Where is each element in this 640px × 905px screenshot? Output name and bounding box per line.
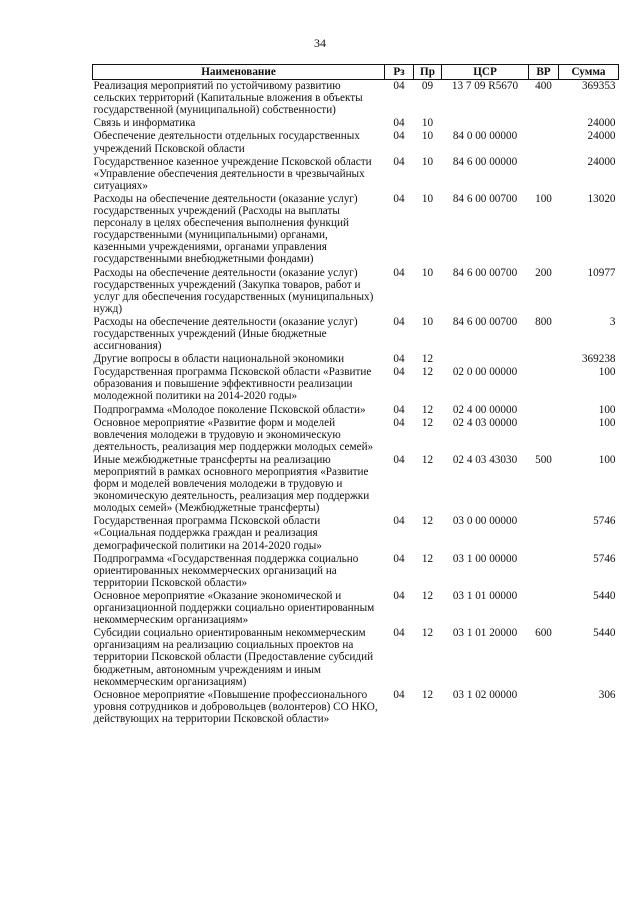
cell-sum: 3 — [609, 315, 616, 328]
cell-vr: 600 — [535, 627, 552, 640]
cell-rz: 04 — [393, 117, 405, 130]
cell-pr: 09 — [421, 80, 434, 93]
cell-rz: 04 — [393, 416, 405, 429]
table-row — [93, 130, 619, 155]
cell-pr: 12 — [421, 416, 434, 429]
cell-name: Другие вопросы в области национальной экономики — [93, 353, 345, 366]
cell-csr: 03 1 01 20000 — [452, 627, 518, 640]
cell-pr: 10 — [421, 117, 434, 130]
cell-vr — [529, 117, 559, 130]
cell-rz: 04 — [393, 80, 405, 93]
cell-rz: 04 — [393, 515, 405, 528]
cell-pr: 12 — [421, 627, 434, 640]
cell-name: Реализация мероприятий по устойчивому развитию сельских территорий (Капитальные вложения в объекты государственной (муниципальной) собственности) — [93, 80, 363, 117]
cell-sum: 5440 — [593, 589, 616, 602]
cell-csr: 02 4 03 43030 — [452, 453, 518, 466]
cell-name: Субсидии социально ориентированным некоммерческим организациям на реализацию социальных проектов на территории Псковской области (Предоставление субсидий бюджетным, автономным учреждениям и иным некоммерческим организациям) — [93, 627, 374, 688]
cell-pr: 10 — [421, 315, 434, 328]
cell-vr: 500 — [535, 453, 552, 466]
cell-rz: 04 — [393, 403, 405, 416]
page-number: 34 — [314, 36, 326, 50]
cell-sum: 5746 — [593, 515, 616, 528]
cell-vr — [529, 366, 559, 403]
cell-csr — [442, 117, 529, 130]
cell-name: Обеспечение деятельности отдельных государственных учреждений Псковской области — [93, 130, 360, 155]
table-body — [93, 80, 619, 726]
cell-vr: 100 — [535, 192, 552, 205]
cell-name: Расходы на обеспечение деятельности (оказание услуг) государственных учреждений (Иные бюджетные ассигнования) — [93, 315, 358, 353]
table-row — [93, 689, 619, 726]
table-row — [93, 454, 619, 515]
cell-csr: 03 1 01 00000 — [452, 589, 518, 602]
table-row — [93, 590, 619, 627]
table-row — [93, 553, 619, 590]
cell-sum: 10977 — [587, 266, 616, 279]
cell-csr: 84 6 00 00700 — [452, 266, 518, 279]
cell-csr: 84 6 00 00000 — [452, 155, 518, 168]
cell-pr: 12 — [421, 366, 434, 379]
cell-name: Иные межбюджетные трансферты на реализацию мероприятий в рамках основного мероприятия «Развитие форм и моделей вовлечения молодежи в трудовую и экономическую деятельность, реализация мер поддержки молодых семей» (Межбюджетные трансферты) — [93, 453, 370, 515]
header-sum: Сумма — [559, 65, 619, 80]
cell-rz: 04 — [393, 130, 405, 143]
cell-pr: 12 — [421, 552, 434, 565]
cell-name: Государственная программа Псковской области «Развитие образования и повышение эффективности реализации молодежной политики на 2014-2020 годы» — [93, 366, 372, 403]
cell-pr: 12 — [421, 403, 434, 416]
cell-sum: 100 — [598, 366, 616, 379]
cell-rz: 04 — [393, 315, 405, 328]
table-row — [93, 316, 619, 353]
cell-vr — [529, 353, 559, 366]
cell-name: Государственное казенное учреждение Псковской области «Управление обеспечения деятельности в чрезвычайных ситуациях» — [93, 155, 372, 192]
cell-rz: 04 — [393, 552, 405, 565]
cell-sum: 306 — [598, 688, 616, 701]
cell-vr — [529, 404, 559, 417]
header-name: Наименование — [93, 65, 385, 80]
cell-name: Основное мероприятие «Оказание экономической и организационной поддержки социально ориентированным некоммерческим организациям» — [93, 589, 375, 627]
cell-vr: 400 — [535, 80, 552, 93]
cell-vr — [529, 590, 559, 627]
cell-sum: 100 — [598, 403, 616, 416]
cell-vr — [529, 689, 559, 726]
header-csr: ЦСР — [442, 65, 529, 80]
table-row — [93, 417, 619, 454]
cell-csr: 02 4 03 00000 — [452, 416, 518, 429]
cell-csr: 13 7 09 R5670 — [451, 80, 519, 93]
cell-vr: 800 — [535, 315, 552, 328]
cell-csr — [442, 353, 529, 366]
cell-rz: 04 — [393, 453, 405, 466]
cell-rz: 04 — [393, 155, 405, 168]
cell-rz: 04 — [393, 589, 405, 602]
cell-vr — [529, 553, 559, 590]
cell-name: Основное мероприятие «Повышение профессионального уровня сотрудников и добровольцев (волонтеров) СО НКО, действующих на территории Псковской области» — [93, 688, 378, 725]
cell-name: Связь и информатика — [93, 117, 196, 130]
cell-sum: 13020 — [587, 192, 616, 205]
cell-pr: 10 — [421, 266, 434, 279]
cell-sum: 24000 — [587, 130, 616, 143]
cell-rz: 04 — [393, 266, 405, 279]
cell-rz: 04 — [393, 353, 405, 366]
cell-csr: 03 1 02 00000 — [452, 688, 518, 701]
cell-vr — [529, 156, 559, 193]
cell-csr: 84 6 00 00700 — [452, 192, 518, 205]
cell-name: Государственная программа Псковской области «Социальная поддержка граждан и реализация демографической политики на 2014-2020 годы» — [93, 515, 322, 552]
header-rz: Рз — [385, 65, 414, 80]
cell-name: Подпрограмма «Государственная поддержка социально ориентированных некоммерческих организаций на территории Псковской области» — [93, 552, 359, 589]
cell-csr: 02 4 00 00000 — [452, 403, 518, 416]
table-row — [93, 193, 619, 267]
cell-vr — [529, 130, 559, 155]
cell-pr: 12 — [421, 353, 434, 366]
cell-csr: 03 0 00 00000 — [452, 515, 518, 528]
cell-pr: 10 — [421, 192, 434, 205]
cell-rz: 04 — [393, 192, 405, 205]
cell-sum: 369353 — [581, 80, 616, 93]
cell-sum: 100 — [598, 416, 616, 429]
budget-table — [92, 64, 619, 726]
cell-pr: 12 — [421, 589, 434, 602]
table-row — [93, 515, 619, 552]
cell-name: Подпрограмма «Молодое поколение Псковской области» — [93, 403, 366, 416]
table-header-row — [93, 65, 619, 80]
cell-sum: 24000 — [587, 117, 616, 130]
cell-name: Расходы на обеспечение деятельности (оказание услуг) государственных учреждений (Расходы на выплаты персоналу в целях обеспечения выполнения функций государственными (муниципальными) органами, казенными учреждениями, органами управления государственными внебюджетными фондами) — [93, 192, 358, 266]
table-row — [93, 80, 619, 118]
table-row — [93, 267, 619, 316]
header-pr: Пр — [414, 65, 442, 80]
table-row — [93, 366, 619, 403]
cell-name: Основное мероприятие «Развитие форм и моделей вовлечения молодежи в трудовую и экономическую деятельность, реализация мер поддержки молодых семей» — [93, 416, 374, 453]
cell-sum: 369238 — [581, 353, 616, 366]
table-row — [93, 404, 619, 417]
cell-pr: 12 — [421, 515, 434, 528]
cell-pr: 10 — [421, 155, 434, 168]
table-row — [93, 353, 619, 366]
cell-rz: 04 — [393, 366, 405, 379]
cell-sum: 100 — [598, 453, 616, 466]
header-vr: ВР — [529, 65, 559, 80]
table-row — [93, 156, 619, 193]
cell-sum: 5746 — [593, 552, 616, 565]
cell-sum: 5440 — [593, 627, 616, 640]
cell-vr: 200 — [535, 266, 552, 279]
cell-csr: 02 0 00 00000 — [452, 366, 518, 379]
cell-rz: 04 — [393, 688, 405, 701]
cell-name: Расходы на обеспечение деятельности (оказание услуг) государственных учреждений (Закупка товаров, работ и услуг для обеспечения государственных (муниципальных) нужд) — [93, 266, 374, 315]
cell-csr: 84 0 00 00000 — [452, 130, 518, 143]
cell-rz: 04 — [393, 627, 405, 640]
cell-vr — [529, 515, 559, 552]
cell-pr: 10 — [421, 130, 434, 143]
cell-vr — [529, 417, 559, 454]
cell-pr: 12 — [421, 453, 434, 466]
table-row — [93, 117, 619, 130]
cell-csr: 84 6 00 00700 — [452, 315, 518, 328]
cell-pr: 12 — [421, 688, 434, 701]
cell-csr: 03 1 00 00000 — [452, 552, 518, 565]
table-row — [93, 627, 619, 688]
cell-sum: 24000 — [587, 155, 616, 168]
